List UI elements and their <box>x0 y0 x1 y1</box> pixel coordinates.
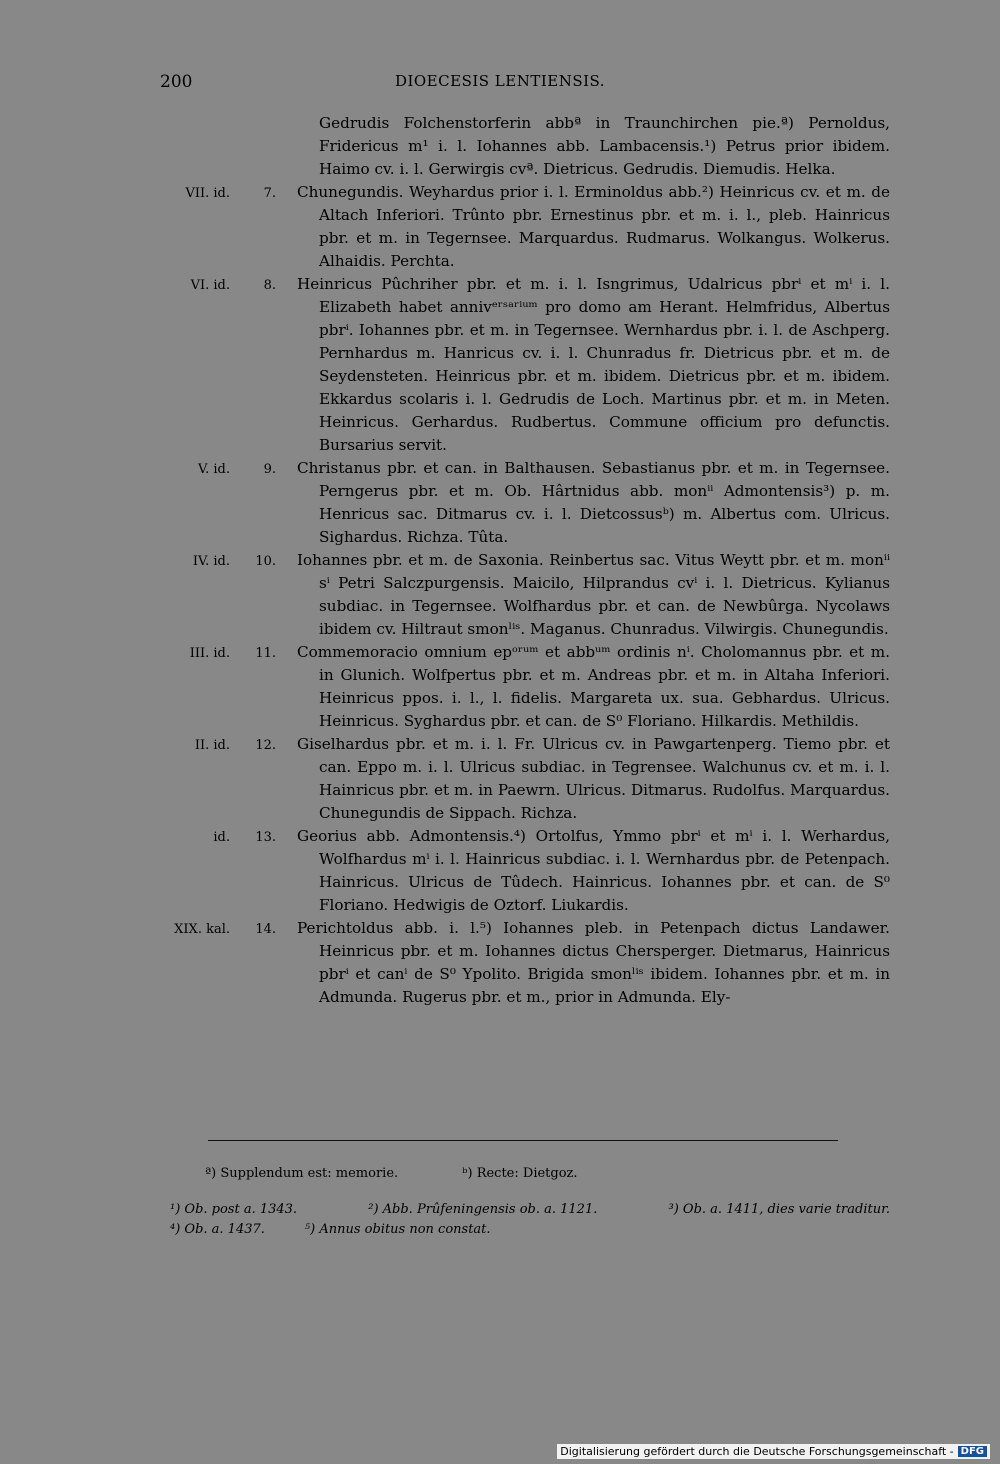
footnote-a: ª) Supplendum est: memorie. <box>205 1166 399 1181</box>
entry-text: Iohannes pbr. et m. de Saxonia. Reinbertus sac. Vitus Weytt pbr. et m. monⁱⁱ sⁱ Petri Salczpurgensis. Maicilo, Hilprandus cvⁱ i. l. Dietricus. Kylianus subdiac. in Tegernsee. Wolfhardus pbr. et can. de Newbûrga. Nycolaws ibidem cv. Hiltraut smonˡⁱˢ. Maganus. Chunradus. Vilwirgis. Chunegundis. <box>297 551 890 638</box>
entry-text: Georius abb. Admontensis.⁴) Ortolfus, Ymmo pbrⁱ et mⁱ i. l. Werhardus, Wolfhardus mⁱ i. l. Hainricus subdiac. i. l. Wernhardus pbr. de Petenpach. Hainricus. Ulricus de Tûdech. Hainricus. Iohannes pbr. et can. de S⁰ Floriano. Hedwigis de Oztorf. Liukardis. <box>297 827 890 914</box>
entry-text: Gedrudis Folchenstorferin abbª in Traunchirchen pie.ª) Pernoldus, Fridericus m¹ i. l. Iohannes abb. Lambacensis.¹) Petrus prior ibidem. Haimo cv. i. l. Gerwirgis cvª. Dietricus. Gedrudis. Diemudis. Helka. <box>319 114 890 178</box>
page-number: 200 <box>160 72 193 92</box>
footnote-1: ¹) Ob. post a. 1343. <box>170 1202 298 1217</box>
entry-text: Giselhardus pbr. et m. i. l. Fr. Ulricus cv. in Pawgartenperg. Tiemo pbr. et can. Eppo m. i. l. Ulricus subdiac. in Tegrensee. Walchunus cv. et m. i. l. Hainricus pbr. et m. in Paewrn. Ulricus. Ditmarus. Rudolfus. Marquardus. Chunegundis de Sippach. Richza. <box>297 735 890 822</box>
entry-date: VII. id. <box>185 186 230 201</box>
entry-date: IV. id. <box>192 554 230 569</box>
running-head: DIOECESIS LENTIENSIS. <box>394 72 606 90</box>
entry-number: 7. <box>263 186 276 201</box>
entry-number: 8. <box>263 278 276 293</box>
entry-date: III. id. <box>189 646 230 661</box>
entry-12 <box>160 733 890 825</box>
necrology-entries <box>160 112 890 1009</box>
entry-8 <box>160 273 890 457</box>
dfg-logo: DFG <box>958 1446 987 1457</box>
credit-text: Digitalisierung gefördert durch die Deutsche Forschungsgemeinschaft - <box>560 1445 954 1458</box>
entry-10 <box>160 549 890 641</box>
textual-notes <box>205 1166 638 1181</box>
entry-number: 11. <box>255 646 276 661</box>
entry-number: 14. <box>255 922 276 937</box>
entry-continuation <box>160 112 890 181</box>
entry-text: Christanus pbr. et can. in Balthausen. Sebastianus pbr. et m. in Tegernsee. Perngerus pbr. et m. Ob. Hârtnidus abb. monⁱⁱ Admontensis³) p. m. Henricus sac. Ditmarus cv. i. l. Dietcossusᵇ) m. Albertus com. Ulricus. Sighardus. Richza. Tûta. <box>297 459 890 546</box>
entry-text: Heinricus Pûchriher pbr. et m. i. l. Isngrimus, Udalricus pbrⁱ et mⁱ i. l. Elizabeth habet annivᵉʳˢᵃʳⁱᵘᵐ pro domo am Herant. Helmfridus, Albertus pbrⁱ. Iohannes pbr. et m. in Tegernsee. Wernhardus pbr. i. l. de Aschperg. Pernhardus m. Hanricus cv. i. l. Chunradus fr. Dietricus pbr. et m. de Seydensteten. Heinricus pbr. et m. ibidem. Dietricus pbr. et m. ibidem. Ekkardus scolaris i. l. Gedrudis de Loch. Martinus pbr. et m. in Meten. Heinricus. Gerhardus. Rudbertus. Commune officium pro defunctis. Bursarius servit. <box>297 275 890 454</box>
entry-date: id. <box>213 830 230 845</box>
entry-date: V. id. <box>198 462 230 477</box>
historical-notes <box>170 1200 890 1240</box>
entry-date: VI. id. <box>190 278 230 293</box>
entry-number: 13. <box>255 830 276 845</box>
entry-date: II. id. <box>194 738 230 753</box>
entry-13 <box>160 825 890 917</box>
entry-text: Chunegundis. Weyhardus prior i. l. Erminoldus abb.²) Heinricus cv. et m. de Altach Inferiori. Trûnto pbr. Ernestinus pbr. et m. i. l., pleb. Hainricus pbr. et m. in Tegernsee. Marquardus. Rudmarus. Wolkangus. Wolkerus. Alhaidis. Perchta. <box>297 183 890 270</box>
entry-number: 12. <box>255 738 276 753</box>
footnote-b: ᵇ) Recte: Dietgoz. <box>462 1166 578 1181</box>
footnote-2: ²) Abb. Prûfeningensis ob. a. 1121. <box>368 1202 598 1217</box>
footnote-divider <box>208 1140 838 1141</box>
digitization-credit <box>557 1444 990 1459</box>
entry-number: 10. <box>255 554 276 569</box>
entry-text: Perichtoldus abb. i. l.⁵) Iohannes pleb. in Petenpach dictus Landawer. Heinricus pbr. et m. Iohannes dictus Chersperger. Dietmarus, Hainricus pbrⁱ et canⁱ de S⁰ Ypolito. Brigida smonˡⁱˢ ibidem. Iohannes pbr. et m. in Admunda. Rugerus pbr. et m., prior in Admunda. Ely- <box>297 919 890 1006</box>
entry-number: 9. <box>263 462 276 477</box>
entry-text: Commemoracio omnium epᵒʳᵘᵐ et abbᵘᵐ ordinis nⁱ. Cholomannus pbr. et m. in Glunich. Wolfpertus pbr. et m. Andreas pbr. et m. in Altaha Inferiori. Heinricus ppos. i. l., l. fidelis. Margareta ux. sua. Gebhardus. Ulricus. Heinricus. Syghardus pbr. et can. de S⁰ Floriano. Hilkardis. Methildis. <box>297 643 890 730</box>
entry-date: XIX. kal. <box>174 922 230 937</box>
footnote-4: ⁴) Ob. a. 1437. <box>170 1222 265 1237</box>
entry-11 <box>160 641 890 733</box>
entry-7 <box>160 181 890 273</box>
footnote-3: ³) Ob. a. 1411, dies varie traditur. <box>668 1202 890 1217</box>
footnote-5: ⁵) Annus obitus non constat. <box>304 1222 491 1237</box>
entry-9 <box>160 457 890 549</box>
entry-14 <box>160 917 890 1009</box>
